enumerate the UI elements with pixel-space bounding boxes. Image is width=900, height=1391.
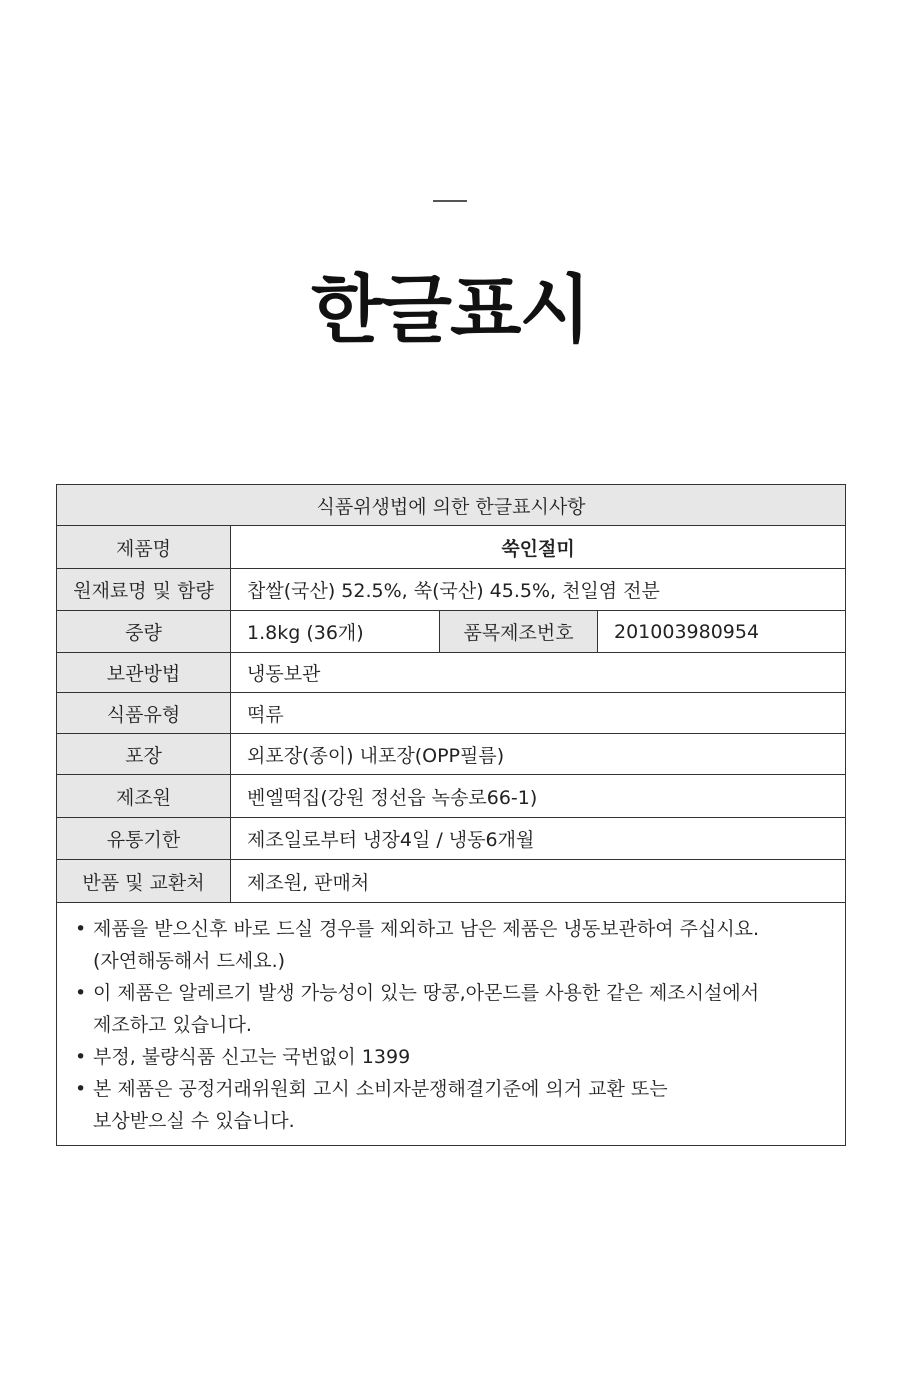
- report-number-label: 품목제조번호: [440, 611, 598, 653]
- expiry-label: 유통기한: [57, 818, 231, 860]
- weight-label: 중량: [57, 611, 231, 653]
- note-line: 이 제품은 알레르기 발생 가능성이 있는 땅콩,아몬드를 사용한 같은 제조시설에서: [93, 982, 760, 1004]
- table-row: [57, 611, 846, 653]
- note-line: 제조하고 있습니다.: [93, 1014, 252, 1036]
- table-row: [57, 734, 846, 775]
- report-number-value: 201003980954: [598, 611, 846, 653]
- table-row: [57, 775, 846, 818]
- storage-label: 보관방법: [57, 653, 231, 693]
- packaging-label: 포장: [57, 734, 231, 775]
- note-item: [75, 1073, 831, 1137]
- table-row: [57, 693, 846, 734]
- table-row: [57, 653, 846, 693]
- return-label: 반품 및 교환처: [57, 860, 231, 903]
- food-type-value: 떡류: [231, 693, 846, 734]
- return-value: 제조원, 판매처: [231, 860, 846, 903]
- expiry-value: 제조일로부터 냉장4일 / 냉동6개월: [231, 818, 846, 860]
- manufacturer-label: 제조원: [57, 775, 231, 818]
- food-type-label: 식품유형: [57, 693, 231, 734]
- ingredients-label: 원재료명 및 함량: [57, 569, 231, 611]
- storage-value: 냉동보관: [231, 653, 846, 693]
- note-item: [75, 1041, 831, 1073]
- note-line: 본 제품은 공정거래위원회 고시 소비자분쟁해결기준에 의거 교환 또는: [93, 1078, 668, 1100]
- table-row: [57, 818, 846, 860]
- table-row: [57, 569, 846, 611]
- title-dash: [433, 200, 467, 202]
- table-row: [57, 526, 846, 569]
- manufacturer-value: 벤엘떡집(강원 정선읍 녹송로66-1): [231, 775, 846, 818]
- bullet-icon: •: [75, 1078, 87, 1100]
- note-line: 부정, 불량식품 신고는 국번없이 1399: [93, 1046, 411, 1068]
- bullet-icon: •: [75, 982, 87, 1004]
- weight-value: 1.8kg (36개): [231, 611, 440, 653]
- bullet-icon: •: [75, 918, 87, 940]
- bullet-icon: •: [75, 1046, 87, 1068]
- table-row: [57, 860, 846, 903]
- note-line: 보상받으실 수 있습니다.: [93, 1110, 295, 1132]
- page-title: 한글표시: [311, 267, 589, 353]
- note-line: 제품을 받으신후 바로 드실 경우를 제외하고 남은 제품은 냉동보관하여 주십시요.: [93, 918, 760, 940]
- table-header: 식품위생법에 의한 한글표시사항: [57, 485, 846, 526]
- notes-list: [75, 913, 831, 1137]
- product-name-label: 제품명: [57, 526, 231, 569]
- packaging-value: 외포장(종이) 내포장(OPP필름): [231, 734, 846, 775]
- product-name-value: 쑥인절미: [231, 526, 846, 569]
- note-line: (자연해동해서 드세요.): [93, 950, 286, 972]
- note-item: [75, 977, 831, 1041]
- label-info-table: [56, 484, 846, 1146]
- ingredients-value: 찹쌀(국산) 52.5%, 쑥(국산) 45.5%, 천일염 전분: [231, 569, 846, 611]
- note-item: [75, 913, 831, 977]
- notes-cell: [57, 903, 846, 1146]
